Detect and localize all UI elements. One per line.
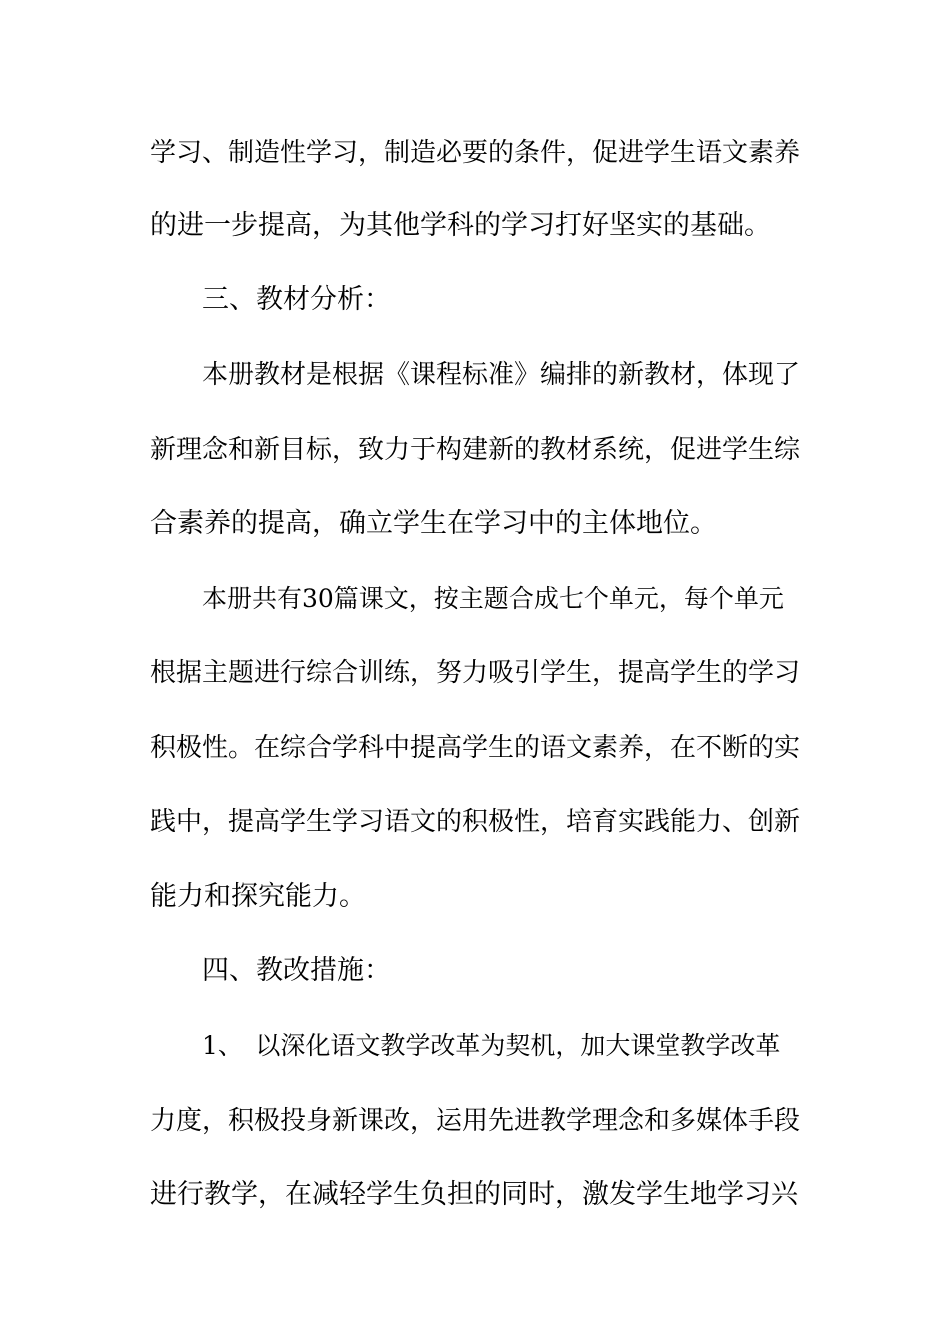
section-heading: 三、教材分析： — [202, 284, 391, 315]
text-line: 的进一步提高，为其他学科的学习打好坚实的基础。 — [150, 210, 771, 241]
text-line: 践中，提高学生学习语文的积极性，培育实践能力、创新 — [150, 807, 801, 837]
list-item: 1、 以深化语文教学改革为契机，加大课堂教学改革 — [202, 1031, 781, 1060]
text-line: 根据主题进行综合训练，努力吸引学生，提高学生的学习 — [150, 658, 801, 688]
text-line: 本册共有30篇课文，按主题合成七个单元，每个单元 — [202, 584, 784, 613]
text-line: 进行教学，在减轻学生负担的同时，激发学生地学习兴 — [150, 1179, 798, 1210]
section-heading: 四、教改措施： — [202, 955, 391, 986]
text-line: 积极性。在综合学科中提高学生的语文素养，在不断的实 — [150, 733, 801, 763]
text-line: 能力和探究能力。 — [150, 881, 366, 912]
text-line: 合素养的提高，确立学生在学习中的主体地位。 — [150, 508, 717, 539]
text-line: 新理念和新目标，致力于构建新的教材系统，促进学生综 — [150, 435, 801, 465]
text-line: 本册教材是根据《课程标准》编排的新教材，体现了 — [202, 360, 801, 390]
text-line: 力度，积极投身新课改，运用先进教学理念和多媒体手段 — [150, 1106, 801, 1136]
text-line: 学习、制造性学习，制造必要的条件，促进学生语文素养 — [150, 138, 801, 168]
